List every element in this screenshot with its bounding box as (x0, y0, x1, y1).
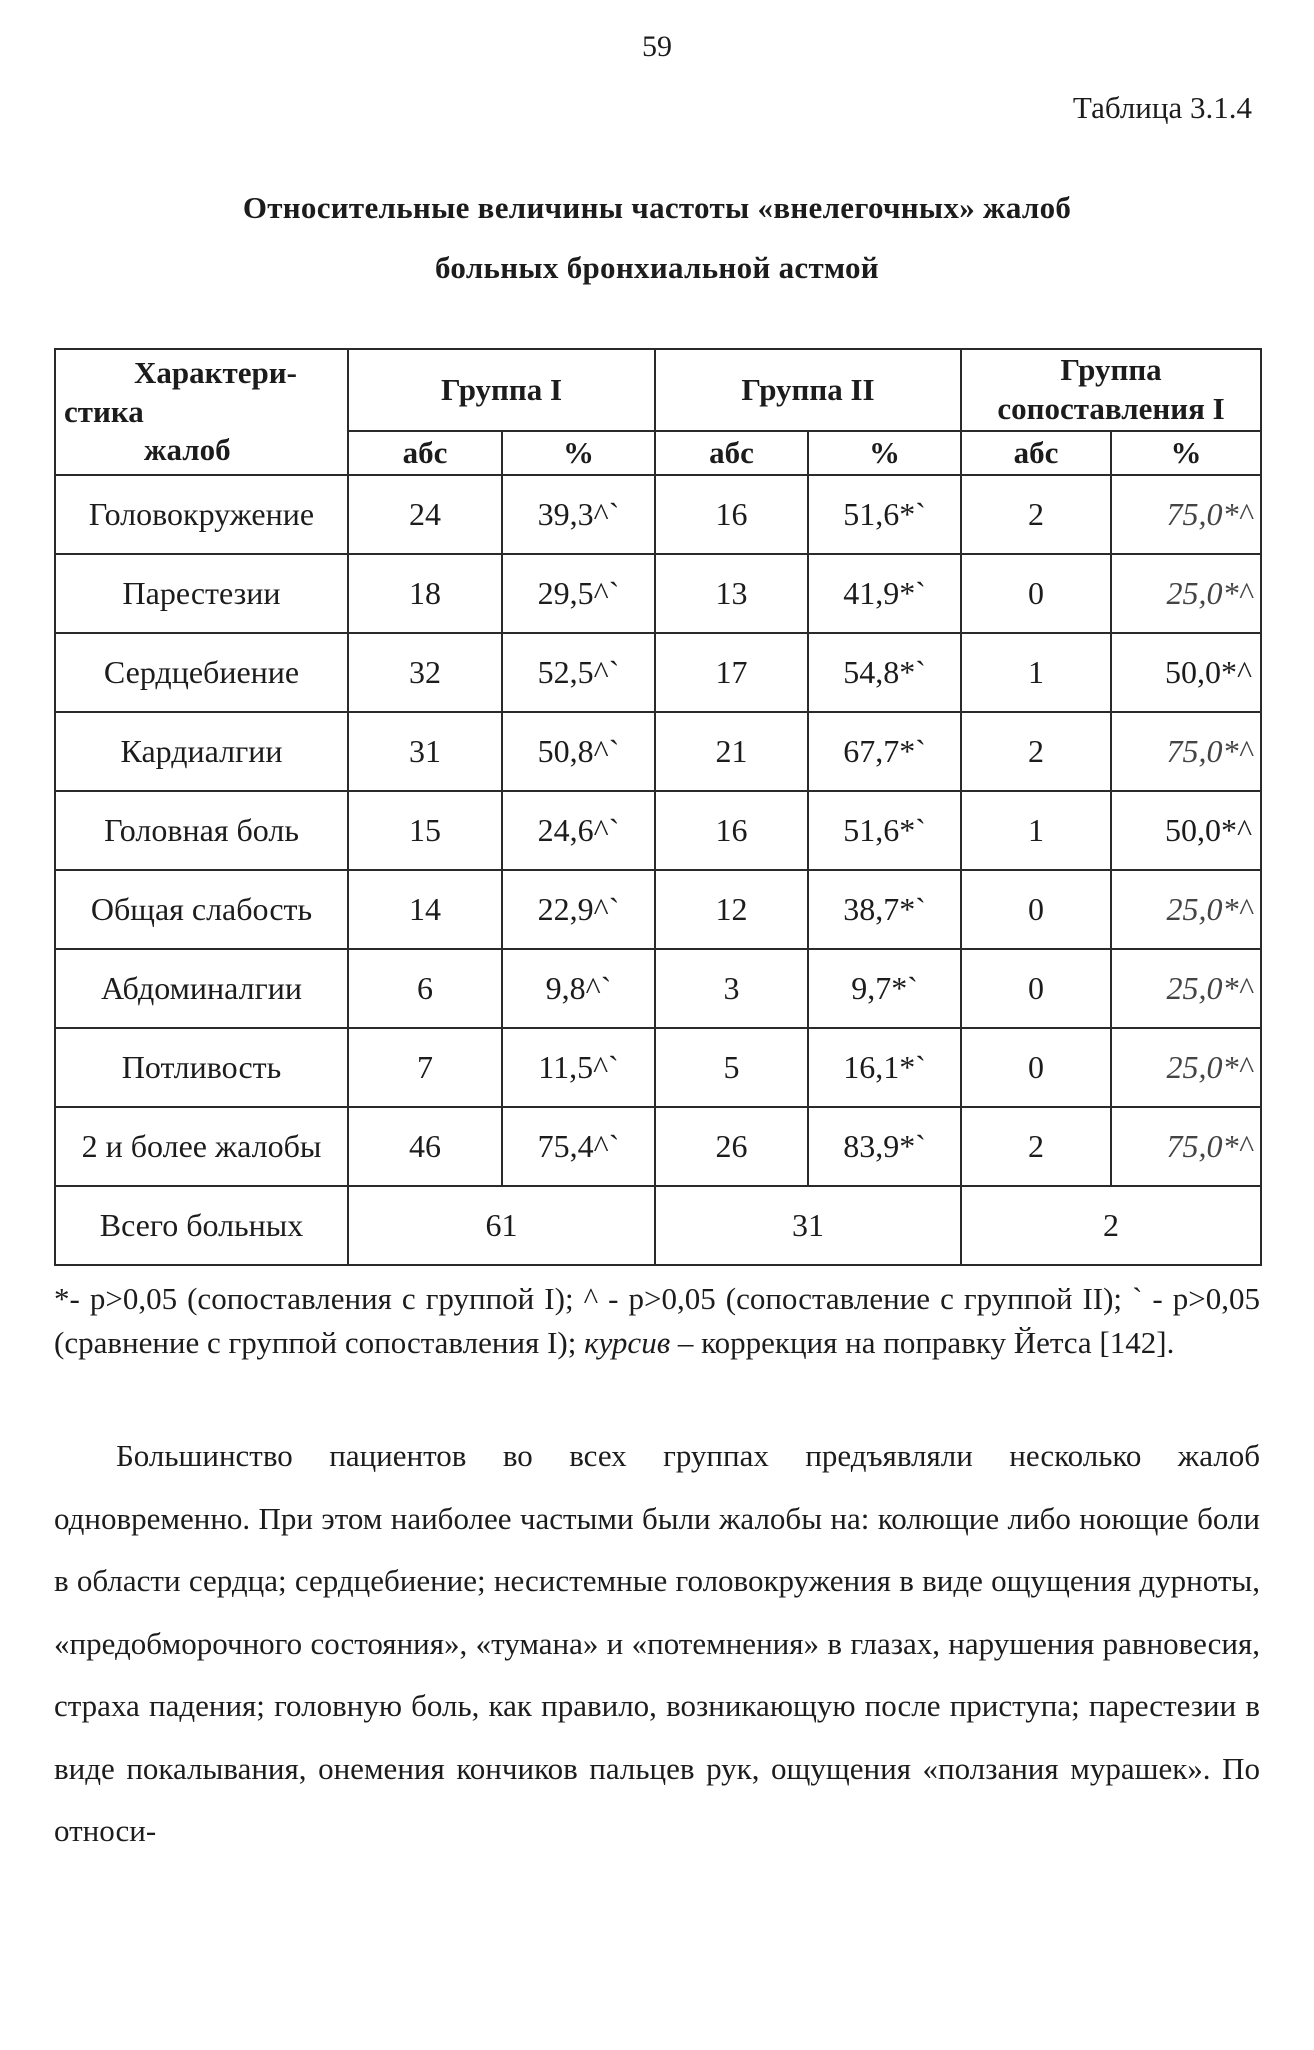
cell-g1-pct: 11,5^` (502, 1028, 655, 1107)
cell-g3-pct: 75,0*^ (1111, 475, 1261, 554)
table-row (55, 791, 1261, 870)
cell-complaint: Общая слабость (55, 870, 348, 949)
cell-g2-pct: 51,6*` (808, 791, 961, 870)
cell-g1-pct: 29,5^` (502, 554, 655, 633)
cell-g3-pct: 25,0*^ (1111, 949, 1261, 1028)
cell-g3-pct: 25,0*^ (1111, 554, 1261, 633)
cell-complaint: Кардиалгии (55, 712, 348, 791)
cell-g1-abs: 15 (348, 791, 502, 870)
cell-g3-abs: 1 (961, 791, 1111, 870)
cell-g1-abs: 14 (348, 870, 502, 949)
header-g2-abs: абс (655, 431, 808, 475)
cell-g3-abs: 0 (961, 949, 1111, 1028)
header-characteristic-line-2: стика (64, 393, 144, 429)
header-g3-pct: % (1111, 431, 1261, 475)
header-characteristic (55, 349, 348, 475)
cell-g1-pct: 24,6^` (502, 791, 655, 870)
cell-complaint: Сердцебиение (55, 633, 348, 712)
cell-g2-pct: 16,1*` (808, 1028, 961, 1107)
cell-g3-pct: 25,0*^ (1111, 1028, 1261, 1107)
cell-g2-abs: 26 (655, 1107, 808, 1186)
total-label: Всего больных (55, 1186, 348, 1265)
cell-g1-abs: 24 (348, 475, 502, 554)
cell-g2-abs: 13 (655, 554, 808, 633)
cell-g3-pct: 75,0*^ (1111, 1107, 1261, 1186)
cell-g1-abs: 46 (348, 1107, 502, 1186)
body-paragraph (54, 1425, 1260, 1863)
table-row (55, 712, 1261, 791)
total-group-1: 61 (348, 1186, 655, 1265)
table-row (55, 475, 1261, 554)
header-group-comparison (961, 349, 1261, 431)
cell-g2-pct: 41,9*` (808, 554, 961, 633)
cell-g2-abs: 3 (655, 949, 808, 1028)
cell-g2-pct: 54,8*` (808, 633, 961, 712)
header-group-2: Группа II (655, 349, 961, 431)
cell-g2-pct: 67,7*` (808, 712, 961, 791)
header-characteristic-line-3: жалоб (144, 432, 231, 468)
body-paragraph-text: Большинство пациентов во всех группах предъявляли несколько жалоб одновременно. При этом наиболее частыми были жалобы на: колющие либо ноющие боли в области сердца; сердцебиение; несистемные головокружения в виде ощущения дурноты, «предобморочного состояния», «тумана» и «потемнения» в глазах, нарушения равновесия, страха падения; головную боль, как правило, возникающую после приступа; парестезии в виде покалывания, онемения кончиков пальцев рук, ощущения «ползания мурашек». По относи- (54, 1438, 1260, 1848)
table-row (55, 949, 1261, 1028)
cell-g3-pct: 50,0*^ (1111, 633, 1261, 712)
table-body (55, 475, 1261, 1265)
header-characteristic-line-1: Характери- (134, 354, 297, 390)
table-row-total (55, 1186, 1261, 1265)
table-row (55, 1028, 1261, 1107)
cell-g1-abs: 32 (348, 633, 502, 712)
header-group-1: Группа I (348, 349, 655, 431)
cell-g3-abs: 1 (961, 633, 1111, 712)
cell-g1-pct: 52,5^` (502, 633, 655, 712)
cell-g2-pct: 83,9*` (808, 1107, 961, 1186)
cell-g1-abs: 7 (348, 1028, 502, 1107)
cell-g1-abs: 18 (348, 554, 502, 633)
cell-g2-abs: 16 (655, 475, 808, 554)
header-g3-abs: абс (961, 431, 1111, 475)
cell-complaint: Головная боль (55, 791, 348, 870)
cell-g2-pct: 38,7*` (808, 870, 961, 949)
cell-g2-abs: 12 (655, 870, 808, 949)
cell-g1-pct: 39,3^` (502, 475, 655, 554)
table-row (55, 1107, 1261, 1186)
cell-g2-abs: 16 (655, 791, 808, 870)
header-group-comparison-line-1: Группа (1060, 352, 1162, 388)
page-number: 59 (642, 30, 672, 63)
cell-g3-abs: 2 (961, 1107, 1111, 1186)
cell-g1-abs: 6 (348, 949, 502, 1028)
total-group-comparison: 2 (961, 1186, 1261, 1265)
cell-complaint: Головокружение (55, 475, 348, 554)
cell-g1-abs: 31 (348, 712, 502, 791)
cell-g2-abs: 17 (655, 633, 808, 712)
table-footnote (54, 1277, 1260, 1365)
table-title-line-2: больных бронхиальной астмой (435, 250, 879, 285)
table-row (55, 554, 1261, 633)
cell-g1-pct: 50,8^` (502, 712, 655, 791)
header-group-comparison-line-2: сопоставления I (997, 391, 1225, 426)
complaints-table (54, 348, 1262, 1266)
cell-g2-abs: 5 (655, 1028, 808, 1107)
cell-g1-pct: 75,4^` (502, 1107, 655, 1186)
header-g1-pct: % (502, 431, 655, 475)
cell-g3-abs: 0 (961, 1028, 1111, 1107)
cell-g3-pct: 75,0*^ (1111, 712, 1261, 791)
header-g2-pct: % (808, 431, 961, 475)
cell-g3-abs: 2 (961, 712, 1111, 791)
cell-g3-abs: 2 (961, 475, 1111, 554)
cell-g2-pct: 51,6*` (808, 475, 961, 554)
total-group-2: 31 (655, 1186, 961, 1265)
footnote-part-1: *- p>0,05 (сопоставления с группой I); ^ - p>0,05 (сопоставление с группой II); ` - p>0,05 (сравнение с группой сопоставления I); (54, 1281, 1260, 1360)
cell-complaint: 2 и более жалобы (55, 1107, 348, 1186)
header-g1-abs: абс (348, 431, 502, 475)
footnote-cursive-word: курсив (584, 1325, 671, 1360)
table-row (55, 633, 1261, 712)
table-label: Таблица 3.1.4 (1072, 90, 1252, 125)
cell-complaint: Потливость (55, 1028, 348, 1107)
table-row (55, 870, 1261, 949)
cell-g3-pct: 50,0*^ (1111, 791, 1261, 870)
cell-g2-pct: 9,7*` (808, 949, 961, 1028)
cell-complaint: Абдоминалгии (55, 949, 348, 1028)
footnote-part-2: – коррекция на поправку Йетса [142]. (677, 1325, 1175, 1360)
cell-complaint: Парестезии (55, 554, 348, 633)
cell-g3-abs: 0 (961, 554, 1111, 633)
cell-g2-abs: 21 (655, 712, 808, 791)
cell-g1-pct: 9,8^` (502, 949, 655, 1028)
cell-g3-abs: 0 (961, 870, 1111, 949)
table-title-line-1: Относительные величины частоты «внелегочных» жалоб (242, 190, 1072, 225)
cell-g3-pct: 25,0*^ (1111, 870, 1261, 949)
cell-g1-pct: 22,9^` (502, 870, 655, 949)
